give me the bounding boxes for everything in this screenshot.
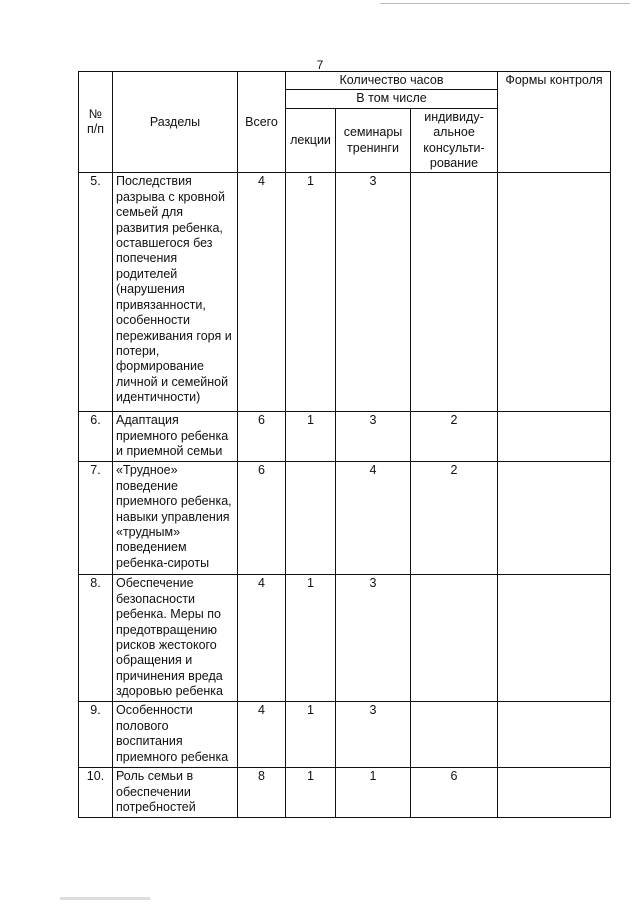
row-seminars: 3 xyxy=(336,412,411,462)
row-section: Адаптация приемного ребенка и приемной семьи xyxy=(113,412,238,462)
row-num: 9. xyxy=(79,702,113,768)
row-total: 6 xyxy=(238,462,286,575)
row-section: Обеспечение безопасности ребенка. Меры по предотвращению рисков жестокого обращения и причинения вреда здоровью ребенка xyxy=(113,575,238,702)
row-individual: 2 xyxy=(411,462,498,575)
header-seminars: семинары тренинги xyxy=(336,108,411,173)
row-num: 8. xyxy=(79,575,113,702)
header-including: В том числе xyxy=(286,90,498,108)
curriculum-table xyxy=(78,71,611,818)
row-individual xyxy=(411,173,498,412)
page-number: 7 xyxy=(316,58,324,72)
table-row xyxy=(79,702,611,768)
row-control xyxy=(498,702,611,768)
row-control xyxy=(498,462,611,575)
row-control xyxy=(498,575,611,702)
row-lectures: 1 xyxy=(286,412,336,462)
header-lectures: лекции xyxy=(286,108,336,173)
row-seminars: 3 xyxy=(336,702,411,768)
row-lectures: 1 xyxy=(286,575,336,702)
row-seminars: 1 xyxy=(336,768,411,818)
header-control: Формы контроля xyxy=(498,72,611,173)
row-total: 6 xyxy=(238,412,286,462)
row-control xyxy=(498,412,611,462)
row-total: 8 xyxy=(238,768,286,818)
row-lectures: 1 xyxy=(286,173,336,412)
table-row xyxy=(79,173,611,412)
row-num: 10. xyxy=(79,768,113,818)
row-num: 6. xyxy=(79,412,113,462)
row-section: «Трудное» поведение приемного ребенка, навыки управления «трудным» поведением ребенка-сироты xyxy=(113,462,238,575)
table-row xyxy=(79,768,611,818)
row-individual xyxy=(411,575,498,702)
row-section: Роль семьи в обеспечении потребностей xyxy=(113,768,238,818)
row-lectures: 1 xyxy=(286,702,336,768)
row-section: Особенности полового воспитания приемного ребенка xyxy=(113,702,238,768)
bottom-mark xyxy=(60,897,150,900)
row-seminars: 3 xyxy=(336,575,411,702)
row-control xyxy=(498,173,611,412)
row-control xyxy=(498,768,611,818)
row-lectures xyxy=(286,462,336,575)
header-individual: индивиду-альное консульти-рование xyxy=(411,108,498,173)
row-seminars: 4 xyxy=(336,462,411,575)
table-row xyxy=(79,575,611,702)
row-num: 5. xyxy=(79,173,113,412)
row-total: 4 xyxy=(238,575,286,702)
header-hours: Количество часов xyxy=(286,72,498,90)
row-section: Последствия разрыва с кровной семьей для развития ребенка, оставшегося без попечения родителей (нарушения привязанности, особенности переживания горя и потери, формирование личной и семейной идентичности) xyxy=(113,173,238,412)
row-individual xyxy=(411,702,498,768)
header-num: № п/п xyxy=(79,72,113,173)
top-rule xyxy=(380,3,630,4)
table-row xyxy=(79,462,611,575)
row-individual: 6 xyxy=(411,768,498,818)
row-seminars: 3 xyxy=(336,173,411,412)
header-total: Всего xyxy=(238,72,286,173)
row-individual: 2 xyxy=(411,412,498,462)
row-total: 4 xyxy=(238,702,286,768)
row-num: 7. xyxy=(79,462,113,575)
row-lectures: 1 xyxy=(286,768,336,818)
row-total: 4 xyxy=(238,173,286,412)
header-sections: Разделы xyxy=(113,72,238,173)
table-row xyxy=(79,412,611,462)
